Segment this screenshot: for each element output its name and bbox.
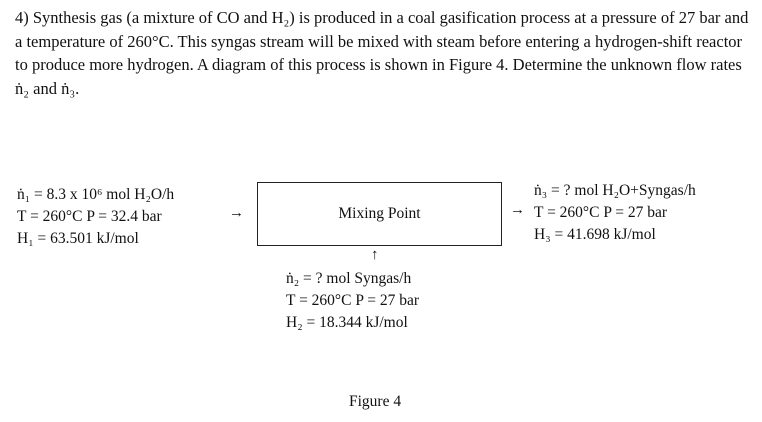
- stream-3-conditions: T = 260°C P = 27 bar: [534, 204, 668, 221]
- problem-statement: 4) Synthesis gas (a mixture of CO and H₂) is produced in a coal gasification process at a pressure of 27 bar and a temperature of 260°C. This syngas stream will be mixed with steam before entering a hydrogen-shift reactor to produce more hydrogen. A diagram of this process is shown in Figure 4. Determine the unknown flow rates ṅ₂ and ṅ₃.: [15, 8, 749, 98]
- stream-3-flow: ṅ₃ = ? mol H₂O+Syngas/h: [534, 182, 696, 199]
- outlet-arrow-icon: →: [510, 202, 525, 218]
- stream-3-enthalpy: H₃ = 41.698 kJ/mol: [534, 226, 656, 243]
- stream-2-flow: ṅ₂ = ? mol Syngas/h: [286, 270, 412, 287]
- syngas-arrow-icon: ↑: [371, 247, 379, 263]
- stream-1-conditions: T = 260°C P = 32.4 bar: [17, 208, 162, 225]
- stream-2-enthalpy: H₂ = 18.344 kJ/mol: [286, 314, 408, 331]
- stream-3-specs: [534, 180, 696, 246]
- stream-2-specs: [286, 268, 419, 334]
- stream-2-conditions: T = 260°C P = 27 bar: [286, 292, 420, 309]
- stream-1-flow: ṅ₁ = 8.3 x 10⁶ mol H₂O/h: [17, 186, 175, 203]
- mixing-point-box: [257, 182, 502, 246]
- stream-1-enthalpy: H₁ = 63.501 kJ/mol: [17, 230, 139, 247]
- mixing-point-label: Mixing Point: [338, 205, 421, 222]
- stream-1-specs: [17, 184, 174, 250]
- inlet-arrow-icon: →: [229, 205, 244, 221]
- figure-caption: Figure 4: [349, 393, 402, 410]
